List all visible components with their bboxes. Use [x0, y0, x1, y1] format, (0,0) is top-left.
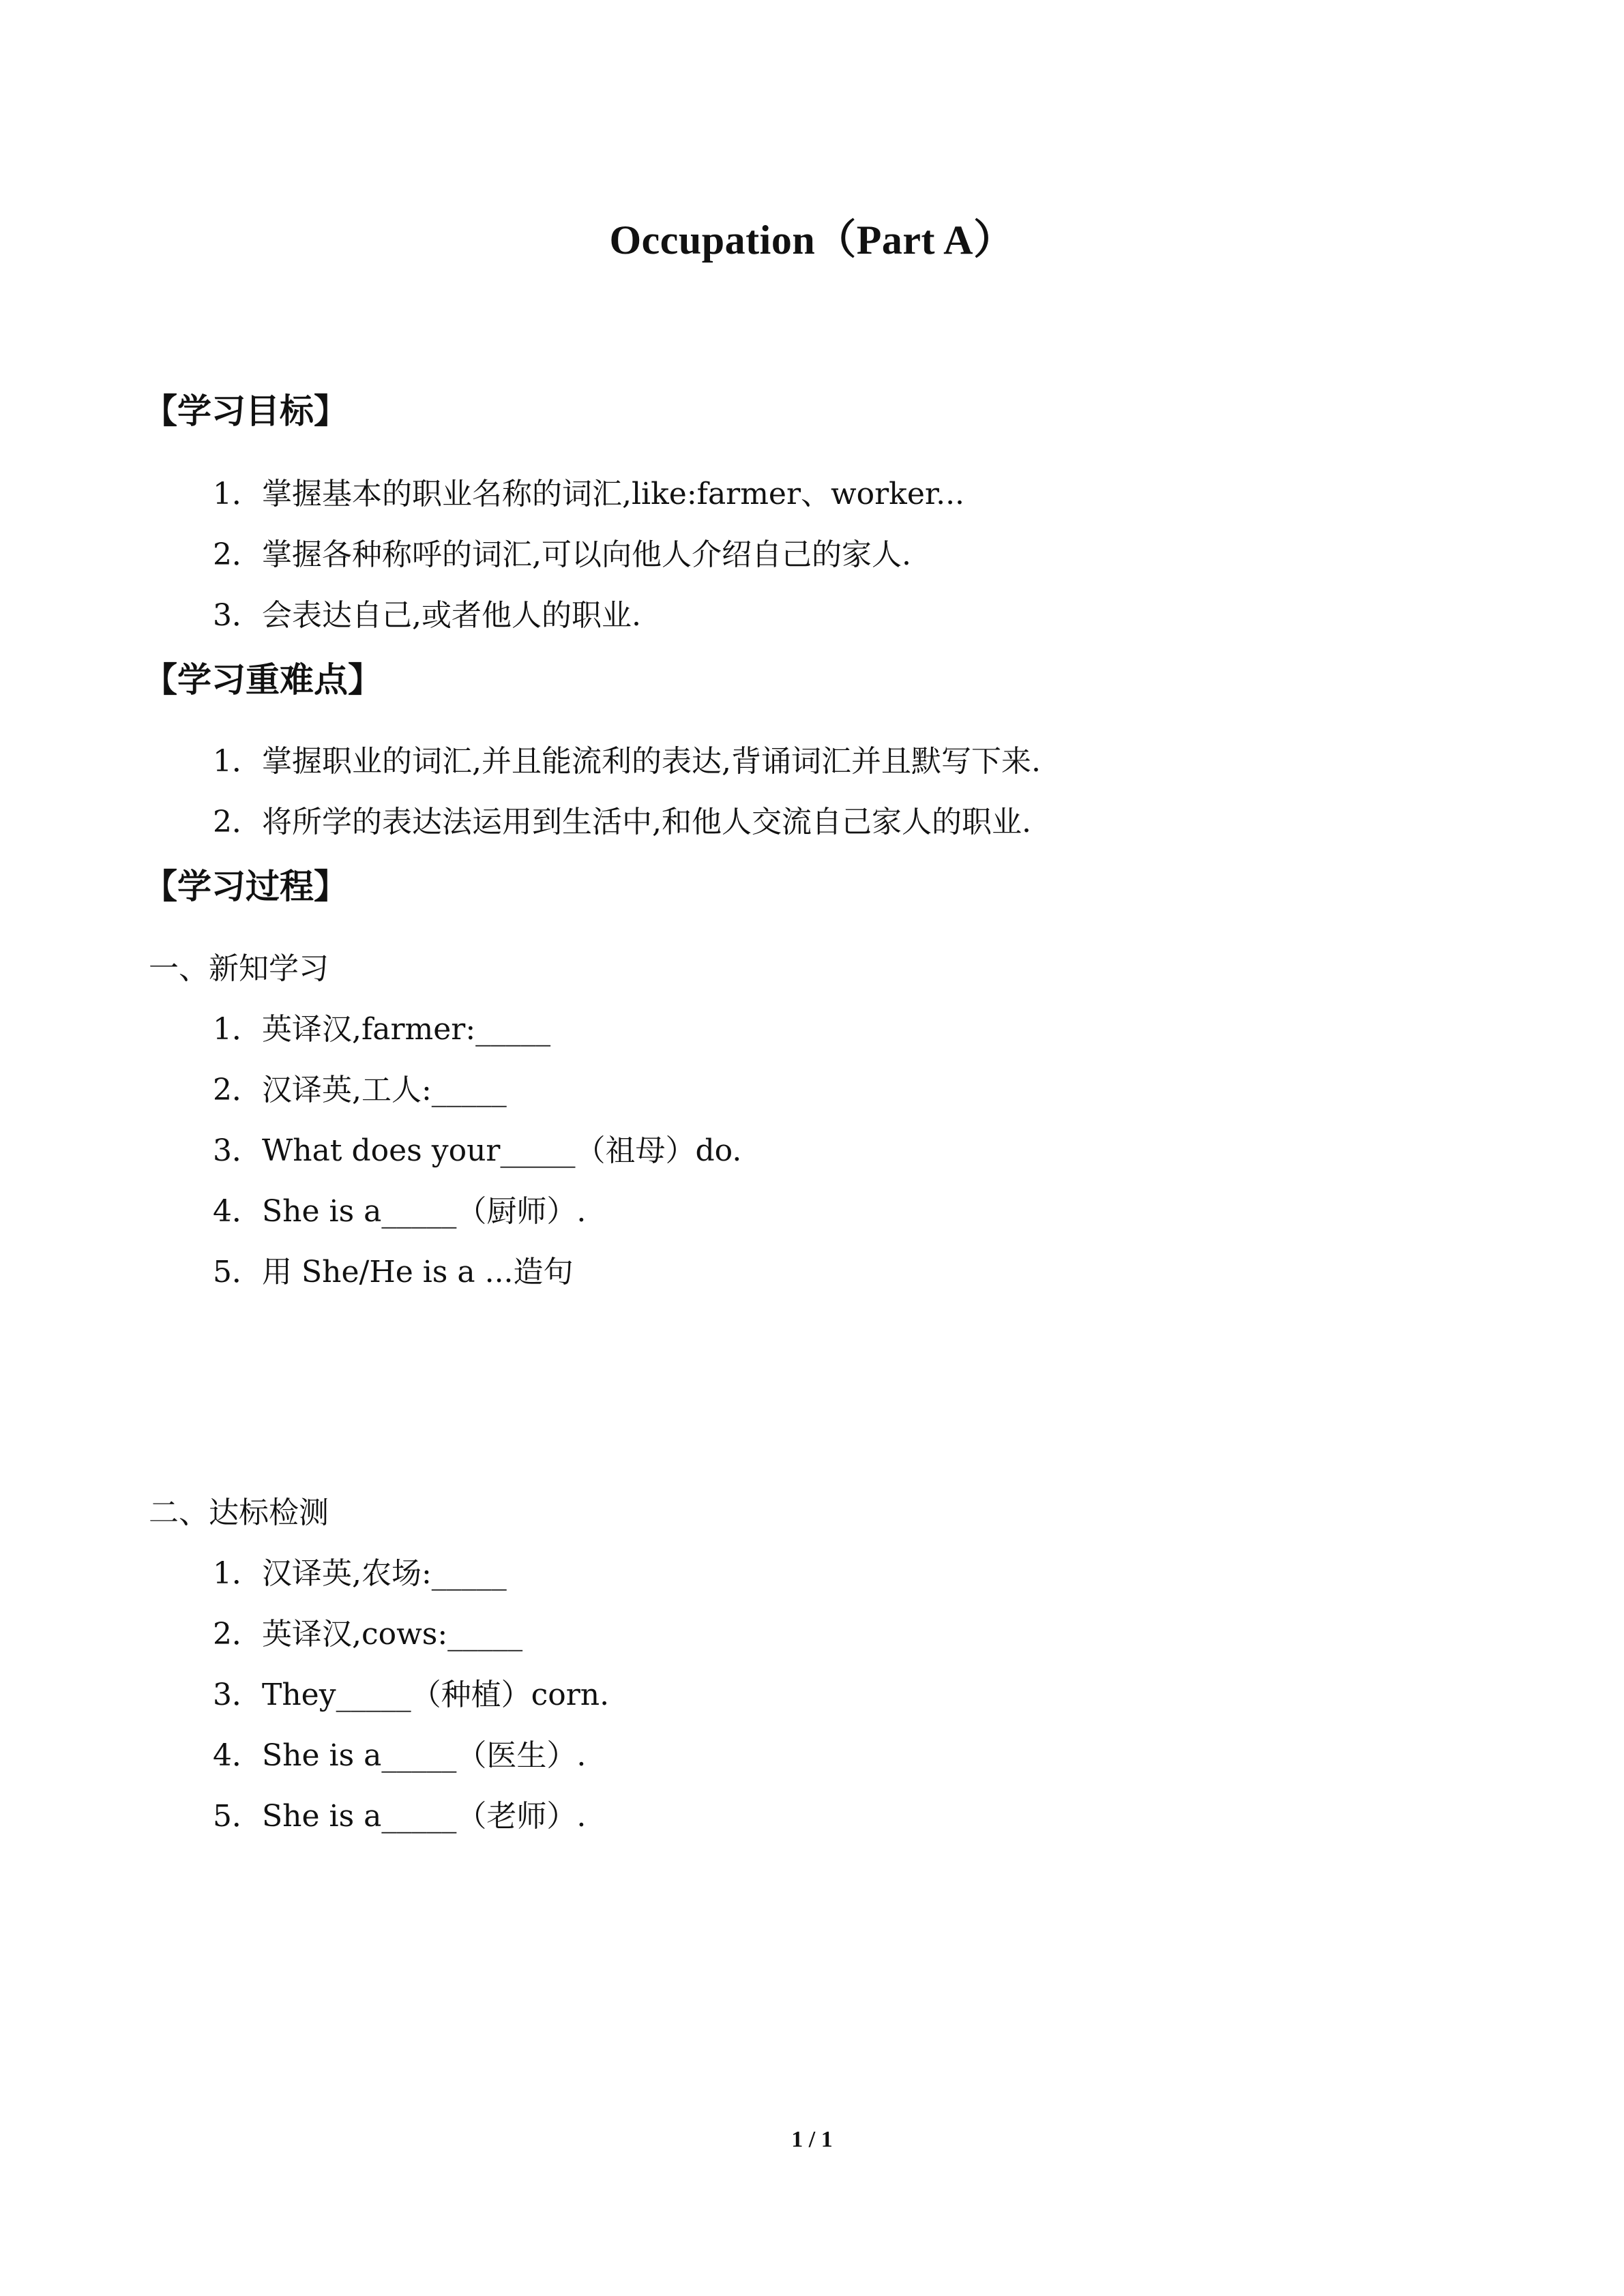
- exercise-item: [213, 1070, 507, 1111]
- item-text: 英译汉,cows:_____: [262, 1617, 523, 1652]
- key-point-item: [213, 741, 1041, 782]
- part-title-assessment: 二、达标检测: [149, 1495, 329, 1530]
- goal-item: [213, 595, 641, 636]
- item-number: 2．: [213, 537, 262, 572]
- item-number: 1．: [213, 744, 262, 779]
- item-text: She is a_____（老师）.: [262, 1799, 587, 1834]
- item-text: 汉译英,农场:_____: [262, 1556, 507, 1591]
- exercise-item: [213, 1191, 586, 1232]
- part-title-new-knowledge: 一、新知学习: [149, 951, 329, 986]
- item-number: 1．: [213, 1556, 262, 1591]
- exercise-item: [213, 1252, 574, 1293]
- item-text: 用 She/He is a ...造句: [262, 1255, 574, 1289]
- goal-item: [213, 474, 964, 515]
- item-text: 掌握职业的词汇,并且能流利的表达,背诵词汇并且默写下来.: [262, 744, 1041, 779]
- item-number: 2．: [213, 805, 262, 839]
- item-text: 掌握各种称呼的词汇,可以向他人介绍自己的家人.: [262, 537, 911, 572]
- item-text: She is a_____（医生）.: [262, 1738, 587, 1773]
- key-point-item: [213, 802, 1031, 843]
- exercise-item: [213, 1553, 507, 1594]
- exercise-item: [213, 1131, 741, 1172]
- item-text: 会表达自己,或者他人的职业.: [262, 598, 641, 633]
- item-number: 3．: [213, 598, 262, 633]
- item-number: 3．: [213, 1678, 262, 1712]
- goal-item: [213, 535, 911, 576]
- page-number: 1 / 1: [791, 2127, 833, 2152]
- item-number: 4．: [213, 1194, 262, 1229]
- item-number: 1．: [213, 1012, 262, 1047]
- exercise-item: [213, 1009, 550, 1050]
- exercise-item: [213, 1614, 522, 1655]
- item-number: 4．: [213, 1738, 262, 1773]
- item-number: 2．: [213, 1073, 262, 1107]
- section-heading-process: 【学习过程】: [143, 867, 348, 906]
- item-text: 将所学的表达法运用到生活中,和他人交流自己家人的职业.: [262, 805, 1031, 839]
- item-text: What does your_____（祖母）do.: [262, 1133, 742, 1168]
- exercise-item: [213, 1735, 586, 1776]
- item-number: 5．: [213, 1255, 262, 1289]
- section-heading-goals: 【学习目标】: [143, 391, 348, 431]
- item-number: 1．: [213, 477, 262, 511]
- item-text: 英译汉,farmer:_____: [262, 1012, 551, 1047]
- item-text: 汉译英,工人:_____: [262, 1073, 507, 1107]
- item-number: 3．: [213, 1133, 262, 1168]
- item-text: They_____（种植）corn.: [262, 1678, 610, 1712]
- item-number: 5．: [213, 1799, 262, 1834]
- item-number: 2．: [213, 1617, 262, 1652]
- item-text: She is a_____（厨师）.: [262, 1194, 587, 1229]
- item-text: 掌握基本的职业名称的词汇,like:farmer、worker...: [262, 477, 965, 511]
- exercise-item: [213, 1675, 609, 1716]
- exercise-item: [213, 1796, 586, 1837]
- document-title: Occupation（Part A）: [609, 218, 1015, 263]
- section-heading-key-points: 【学习重难点】: [143, 660, 382, 700]
